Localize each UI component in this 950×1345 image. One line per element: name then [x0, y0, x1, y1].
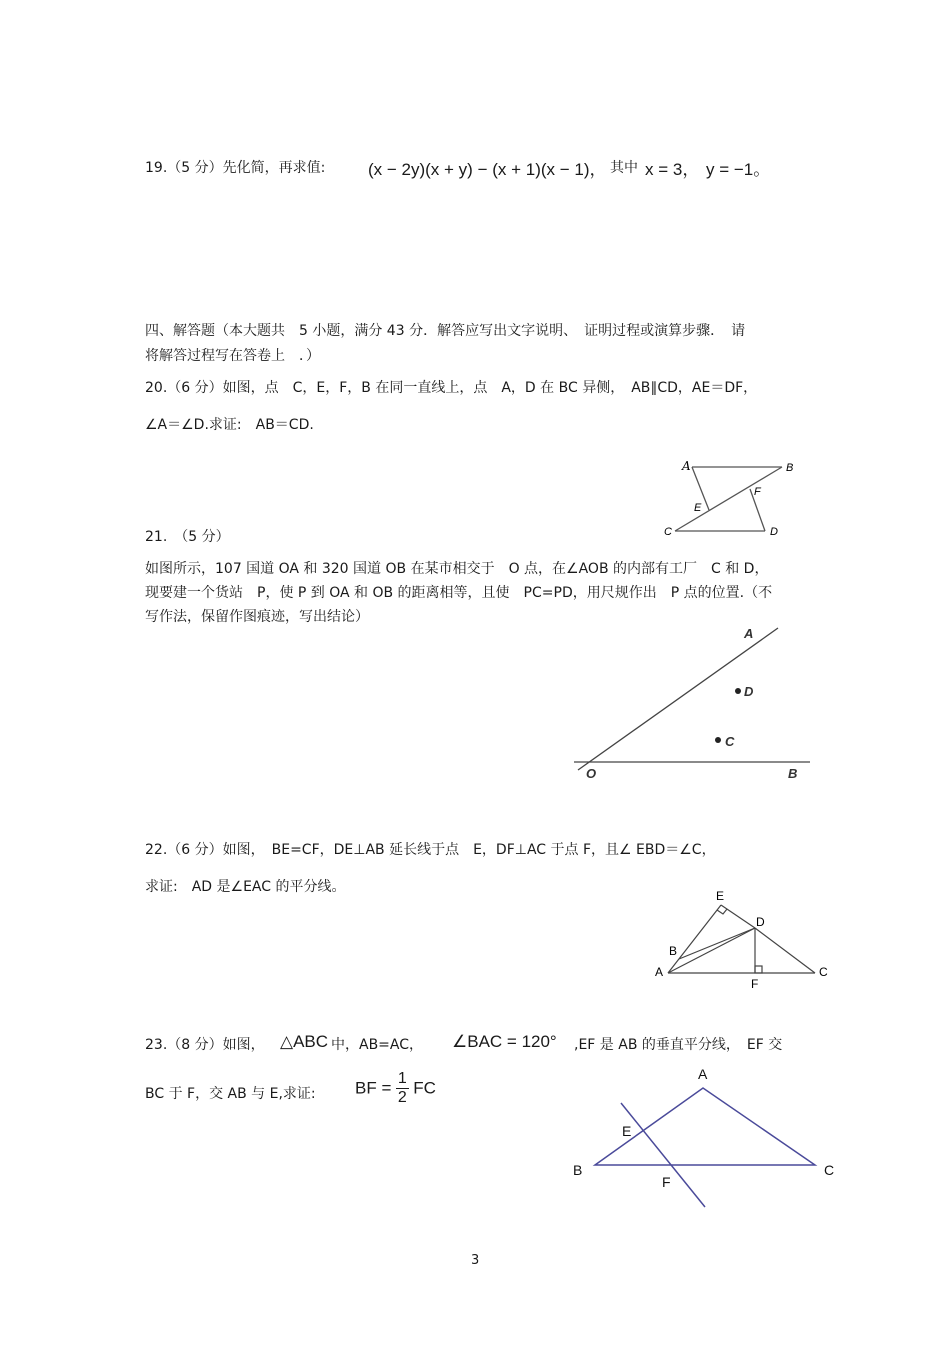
q20-label-F: F: [754, 486, 761, 498]
q20-label-E: E: [694, 502, 702, 514]
q22-label-F: F: [751, 977, 759, 990]
q23-mid1: 中，AB=AC，: [331, 1037, 424, 1053]
q20-line2: ∠A＝∠D.求证: AB＝CD.: [145, 417, 314, 433]
q23-fraction: [396, 1070, 409, 1107]
q21-line3: 写作法，保留作图痕迹，写出结论）: [145, 609, 369, 625]
section4-line1: 四、解答题（本大题共 5 小题，满分 43 分．解答应写出文字说明、 证明过程或演算步骤． 请: [145, 323, 746, 339]
q23-bf: BF =: [355, 1078, 392, 1098]
q19-y-value: y = −1。: [706, 160, 771, 179]
q19-text: 19.（5 分）先化简，再求值:: [145, 160, 326, 176]
q22-label-D: D: [756, 915, 765, 929]
page-number: 3: [471, 1253, 480, 1268]
q23-prefix: 23.（8 分）如图，: [145, 1037, 265, 1053]
q21-label-A: A: [744, 626, 754, 641]
q21-line2: 现要建一个货站 P，使 P 到 OA 和 OB 的距离相等，且使 PC=PD，用尺规作出 P 点的位置.（不: [145, 585, 773, 601]
q21-figure: [570, 620, 820, 790]
q23-label-A: A: [698, 1066, 708, 1082]
q23-angle: ∠BAC = 120°: [452, 1032, 557, 1051]
q20-label-A: A: [682, 459, 691, 473]
q22-label-A: A: [655, 965, 664, 979]
q23-figure: [565, 1060, 845, 1220]
q23-formula: [355, 1070, 436, 1107]
q23-numerator: 1: [397, 1070, 407, 1087]
q23-label-E: E: [622, 1123, 632, 1139]
section4-line2: 将解答过程写在答卷上 ．）: [145, 348, 320, 364]
q21-label-C: C: [725, 734, 735, 749]
q23-triangle: △ABC: [280, 1032, 329, 1051]
q23-denominator: 2: [397, 1089, 407, 1106]
q23-label-F: F: [662, 1174, 671, 1190]
q23-line2: BC 于 F，交 AB 与 E,求证:: [145, 1086, 316, 1102]
q21-head: 21. （5 分）: [145, 529, 230, 545]
q23-label-B: B: [573, 1162, 583, 1178]
q21-line1: 如图所示，107 国道 OA 和 320 国道 OB 在某市相交于 O 点，在∠AOB 的内部有工厂 C 和 D，: [145, 561, 769, 577]
q20-figure: [660, 455, 810, 545]
q19-expression: (x − 2y)(x + y) − (x + 1)(x − 1)，: [368, 160, 607, 179]
q22-label-E: E: [716, 889, 725, 903]
q20-label-B: B: [786, 462, 794, 474]
q20-line1: 20.（6 分）如图，点 C，E，F，B 在同一直线上，点 A，D 在 BC 异侧， AB∥CD，AE＝DF，: [145, 380, 758, 396]
q22-line1: 22.（6 分）如图， BE=CF，DE⊥AB 延长线于点 E，DF⊥AC 于点 F，且∠ EBD＝∠C，: [145, 842, 716, 858]
q23-label-C: C: [824, 1162, 835, 1178]
q20-label-D: D: [770, 526, 778, 538]
q19-where: 其中: [610, 160, 638, 176]
q23-mid2: ,EF 是 AB 的垂直平分线， EF 交: [574, 1037, 783, 1053]
q19-x-value: x = 3，: [645, 160, 700, 179]
q22-line2: 求证: AD 是∠EAC 的平分线。: [145, 879, 346, 895]
q20-label-C: C: [664, 526, 672, 538]
q22-figure: [650, 880, 840, 990]
q23-fc: FC: [413, 1078, 436, 1098]
q21-label-D: D: [744, 684, 754, 699]
q22-label-B: B: [669, 944, 678, 958]
q22-label-C: C: [819, 965, 828, 979]
q21-label-O: O: [586, 766, 597, 781]
q21-label-B: B: [788, 766, 798, 781]
